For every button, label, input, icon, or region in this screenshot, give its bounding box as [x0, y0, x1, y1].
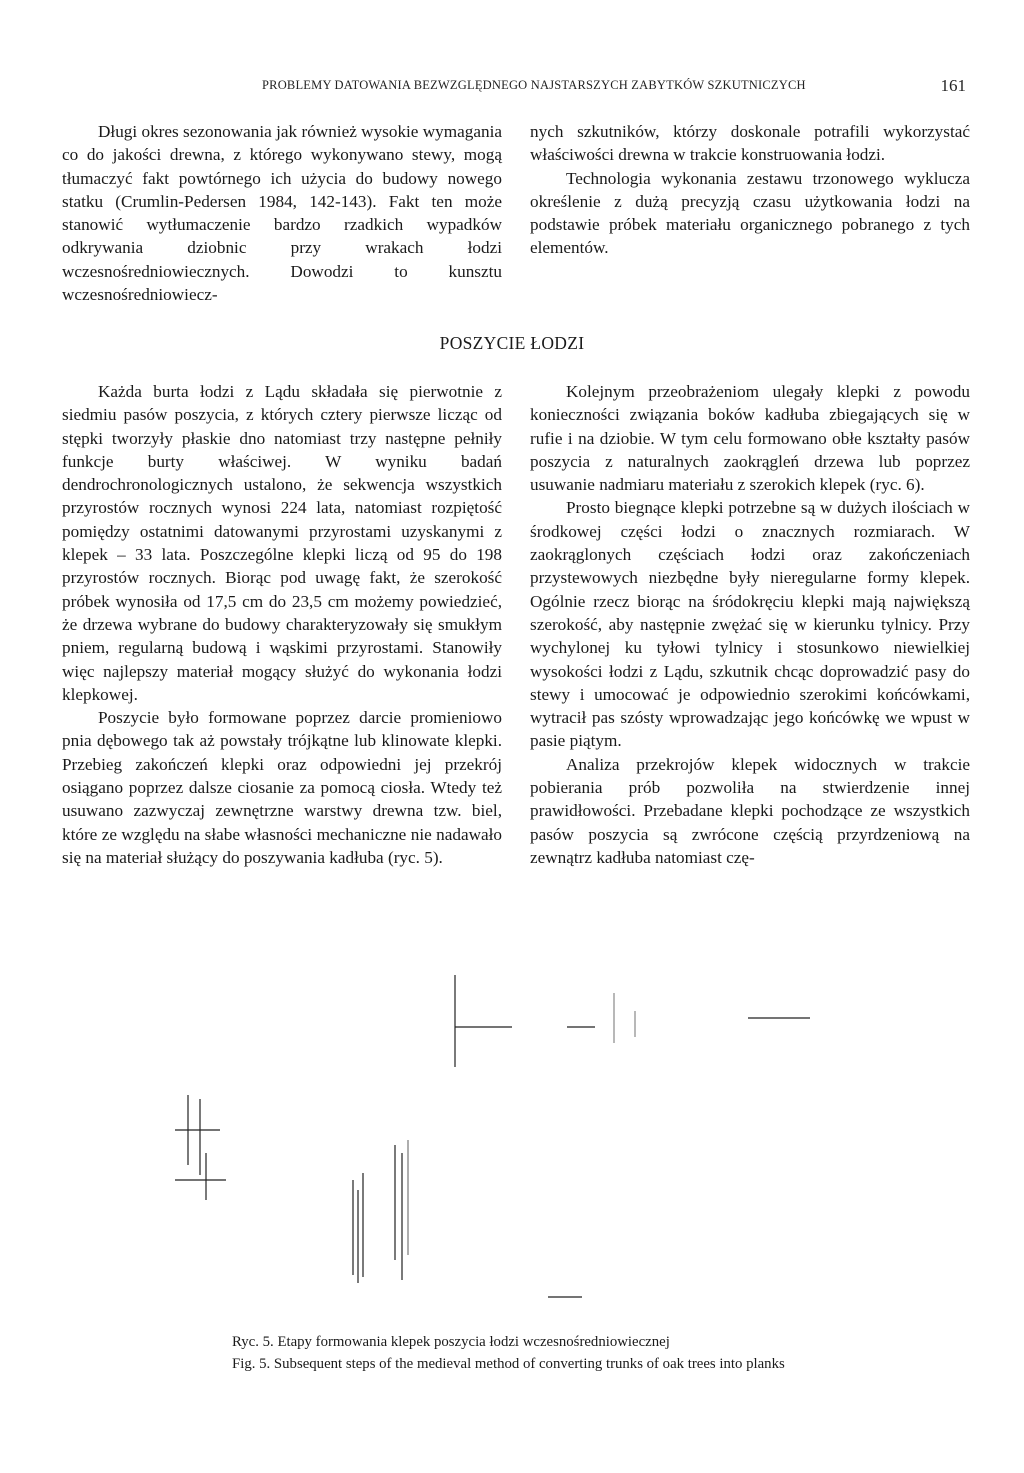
paragraph: Każda burta łodzi z Lądu składała się pierwotnie z siedmiu pasów poszycia, z których cztery pierwsze licząc od stępki tworzyły płaskie dno natomiast trzy następne pełniły funkcje burty właściwej. W wyniku badań dendrochronologicznych ustalono, że sekwencja wszystkich przyrostów rocznych wynosi 224 lata, natomiast rozpiętość pomiędzy ostatnimi datowanymi przyrostami uzyskanymi z klepek – 33 lata. Poszczególne klepki liczą od 95 do 198 przyrostów rocznych. Biorąc pod uwagę fakt, że szerokość próbek wynosiła od 17,5 cm do 23,5 cm możemy powiedzieć, że drzewa wybrane do budowy charakteryzowały się smukłym pniem, regularną budową i wąskimi przyrostami. Stanowiły więc najlepszy materiał mogący służyć do wykonania łodzi klepkowej.: [62, 382, 502, 704]
section-right-column: [530, 380, 970, 869]
top-right-column: [530, 120, 970, 260]
paragraph: Technologia wykonania zestawu trzonowego wyklucza określenie z dużą precyzją czasu użytkowania łodzi na podstawie próbek materiału organicznego pobranego z tych elementów.: [530, 168, 970, 258]
section-left-column: [62, 380, 502, 869]
figure-caption-polish: Ryc. 5. Etapy formowania klepek poszycia łodzi wczesnośredniowiecznej: [232, 1334, 670, 1350]
page-number: 161: [940, 76, 966, 95]
paragraph: Poszycie było formowane poprzez darcie promieniowo pnia dębowego tak aż powstały trójkątne lub klinowate klepki. Przebieg zakończeń klepki oraz odpowiedni jej przekrój osiągano poprzez dalsze ciosanie za pomocą ciosła. Wtedy też usuwano zazwyczaj zewnętrzne warstwy drewna tzw. biel, które ze względu na słabe własności mechaniczne nie nadawało się na materiał służący do poszywania kadłuba (ryc. 5).: [62, 708, 502, 867]
paragraph: Prosto biegnące klepki potrzebne są w dużych ilościach w środkowej części łodzi o znacznych rozmiarach. W zaokrąglonych częściach łodzi oraz zakończeniach przystewowych niezbędne były nieregularne formy klepek. Ogólnie rzecz biorąc na śródokręciu klepki mają największą szerokość, aby następnie zwężać się w kierunku tylnicy. Przy wychylonej ku tyłowi tylnicy i stosunkowo niewielkiej wysokości łodzi z Lądu, szkutnik chcąc doprowadzić pasy do stewy i umocować je odpowiednio szerokimi końcówkami, wytracił pas szósty wprowadzając jego końcówkę we wpust w pasie piątym.: [530, 498, 970, 751]
top-left-column: [62, 120, 502, 306]
running-header: PROBLEMY DATOWANIA BEZWZGLĘDNEGO NAJSTARSZYCH ZABYTKÓW SZKUTNICZYCH: [262, 78, 806, 92]
paragraph: Długi okres sezonowania jak również wysokie wymagania co do jakości drewna, z którego wykonywano stewy, mogą tłumaczyć fakt powtórnego ich użycia do budowy nowego statku (Crumlin-Pedersen 1984, 142-143). Fakt ten może stanowić wytłumaczenie bardzo rzadkich wypadków odkrywania dziobnic przy wrakach łodzi wczesnośredniowiecznych. Dowodzi to kunsztu wczesnośredniowiecz-: [62, 122, 502, 305]
figure-caption-english: Fig. 5. Subsequent steps of the medieval method of converting trunks of oak trees into planks: [232, 1356, 785, 1372]
plank-conversion-figure: [170, 975, 870, 1305]
paragraph: Kolejnym przeobrażeniom ulegały klepki z powodu konieczności związania boków kadłuba zbiegających się w rufie i na dziobie. W tym celu formowano obłe kształty pasów poszycia z naturalnych zaokrągleń drzewa lub poprzez usuwanie nadmiaru materiału z szerokich klepek (ryc. 6).: [530, 382, 970, 495]
section-heading: POSZYCIE ŁODZI: [439, 333, 585, 353]
paragraph: Analiza przekrojów klepek widocznych w trakcie pobierania prób pozwoliła na stwierdzenie innej prawidłowości. Przebadane klepki pochodzące ze wszystkich pasów poszycia są zwrócone częścią przyrdzeniową na zewnątrz kadłuba natomiast czę-: [530, 754, 970, 867]
paragraph: nych szkutników, którzy doskonale potrafili wykorzystać właściwości drewna w trakcie konstruowania łodzi.: [530, 122, 970, 165]
